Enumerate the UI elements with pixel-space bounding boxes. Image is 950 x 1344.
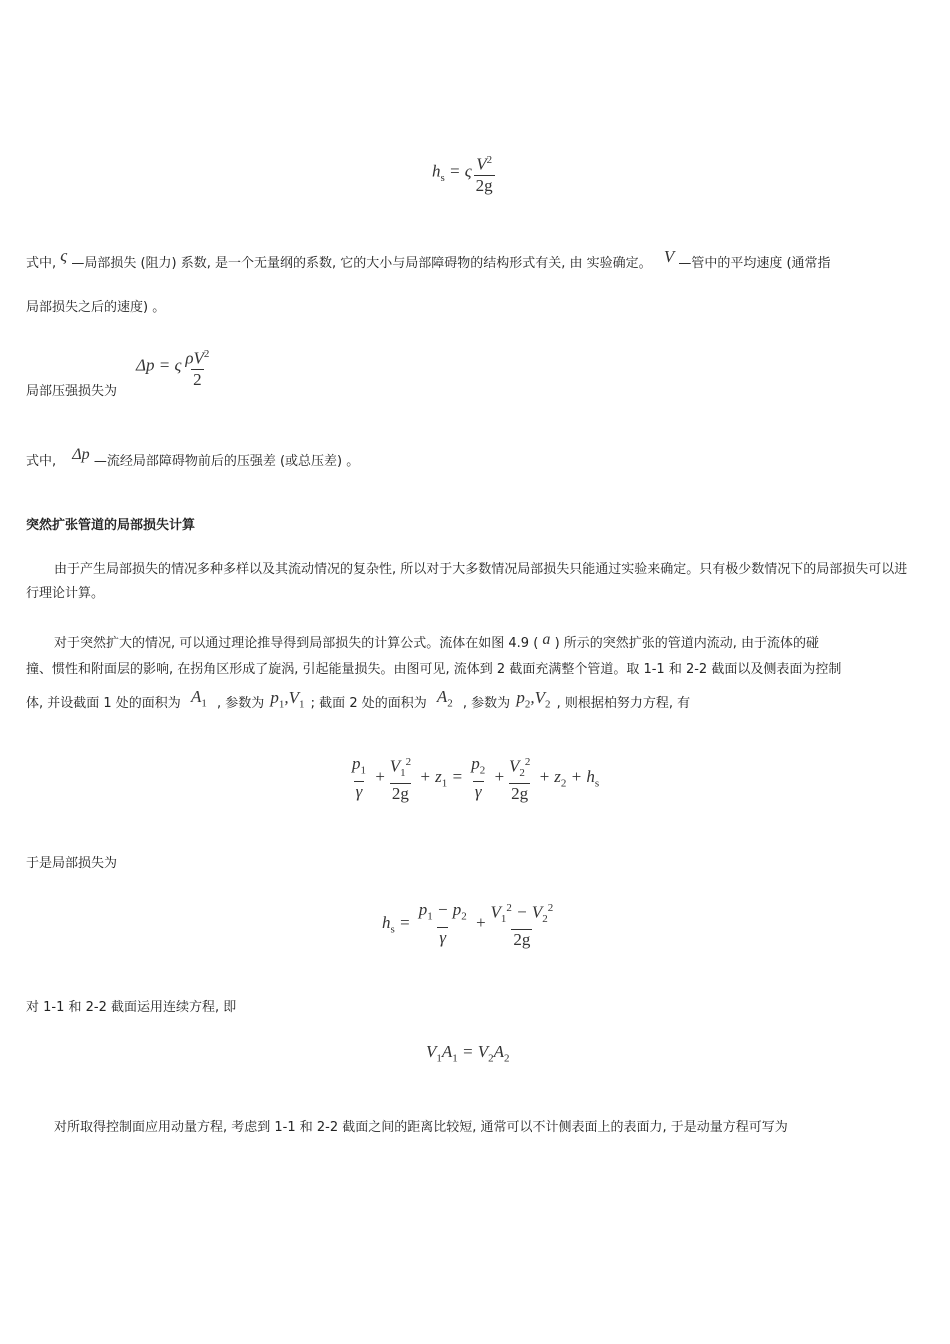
formula-delta-p: Δp = ς $\frac{\rho V^2}{2}$ [136, 348, 210, 389]
paragraph-2-line-3: 体, 并设截面 1 处的面积为 $A_1$ , 参数为 $p_1,V_1$ ; 截面 2 处的面积为 $A_2$ , 参数为 $p_2,V_2$ , 则根据柏努力方程, 有 [26, 687, 691, 711]
params-1-symbol: $p_1,V_1$ [270, 688, 305, 711]
pressure-loss-label: 局部压强损失为 [26, 384, 118, 399]
dp-definition: 式中, Δp —流经局部障碍物前后的压强差 (或总压差) 。 [26, 446, 360, 469]
section-heading: 突然扩张管道的局部损失计算 [26, 518, 196, 533]
figure-a-symbol: a [542, 631, 551, 648]
formula-local-loss: $h_s$ = $\frac{p_1 - p_2}{\gamma}$ + $\frac{V_1^2 - V_2^2}{2g}$ [382, 900, 554, 950]
velocity-symbol: V [663, 247, 675, 266]
paragraph-1: 由于产生局部损失的情况多种多样以及其流动情况的复杂性, 所以对于大多数情况局部损失只能通过实验来确定。只有极少数情况下的局部损失可以进行理论计算。 [26, 562, 908, 601]
params-2-symbol: $p_2,V_2$ [516, 688, 551, 711]
area-a1-symbol: $A_1$ [190, 687, 207, 710]
local-loss-label: 于是局部损失为 [26, 856, 118, 871]
zeta-definition: 式中, ς —局部损失 (阻力) 系数, 是一个无量纲的系数, 它的大小与局部障碍物的结构形式有关, 由 实验确定。 V —管中的平均速度 (通常指 [26, 246, 831, 271]
formula-bernoulli: $\frac{p_1}{\gamma}$ + $\frac{V_1^2}{2g}$ + $z_1$ = $\frac{p_2}{\gamma}$ + $\frac{V_2^2}{2g}$ + $z_2 + h_s$ [352, 754, 600, 804]
paragraph-2-line-1: 对于突然扩大的情况, 可以通过理论推导得到局部损失的计算公式。流体在如图 4.9 ( a ) 所示的突然扩张的管道内流动, 由于流体的碰 [54, 631, 820, 651]
formula-hs: $h_s = \varsigma$ $\frac{V^2}{2g}$ [432, 154, 493, 195]
delta-p-symbol: Δp [72, 446, 90, 463]
zeta-symbol: ς [60, 246, 68, 265]
formula-continuity: $V_1A_1 = V_2A_2$ [426, 1042, 510, 1065]
continuity-label: 对 1-1 和 2-2 截面运用连续方程, 即 [26, 1000, 237, 1015]
momentum-text: 对所取得控制面应用动量方程, 考虑到 1-1 和 2-2 截面之间的距离比较短, 通常可以不计侧表面上的表面力, 于是动量方程可写为 [54, 1120, 788, 1135]
zeta-definition-cont: 局部损失之后的速度) 。 [26, 300, 166, 315]
paragraph-2-line-2: 撞、惯性和附面层的影响, 在拐角区形成了旋涡, 引起能量损失。由图可见, 流体到 2 截面充满整个管道。取 1-1 和 2-2 截面以及侧表面为控制 [26, 662, 842, 677]
area-a2-symbol: $A_2$ [436, 687, 453, 710]
